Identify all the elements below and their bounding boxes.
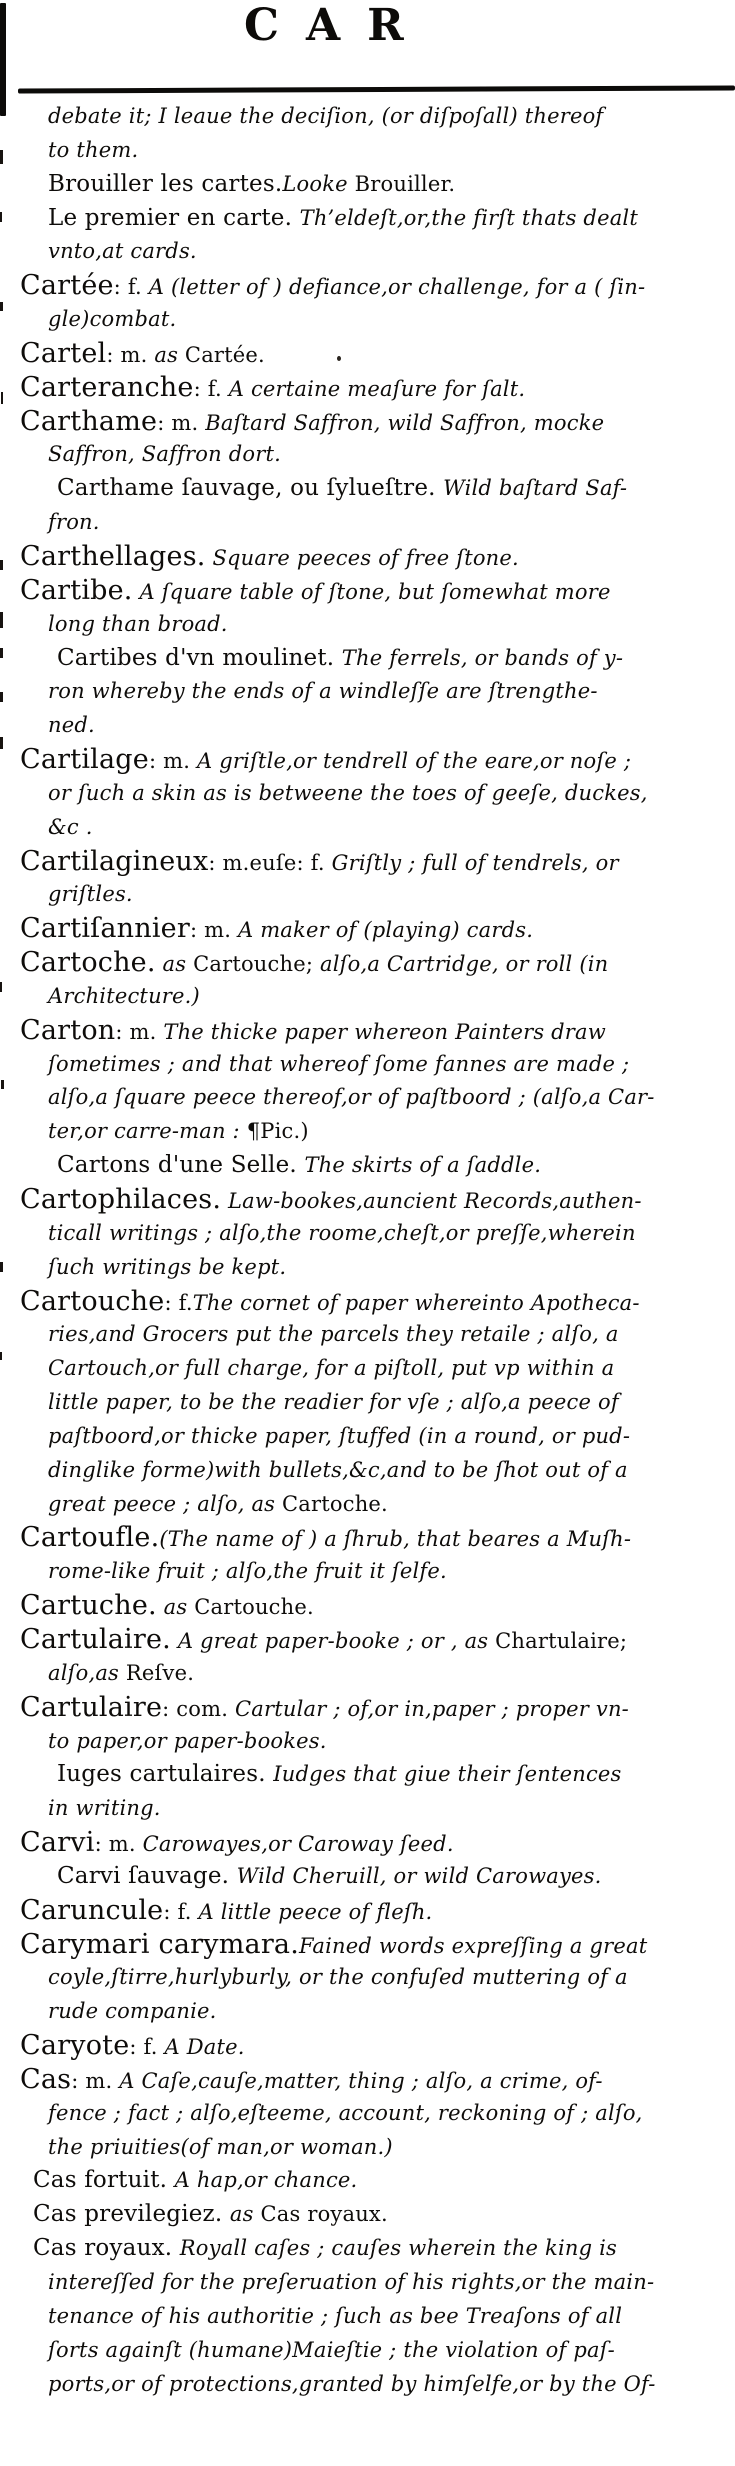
text-line (20, 912, 735, 946)
definition-text: Square peeces of free ſtone. (205, 545, 519, 570)
text-line (48, 168, 735, 202)
headword: Cartoche. (20, 947, 156, 979)
definition-text: Wild Cheruill, or wild Carowayes. (236, 1863, 602, 1888)
definition-text: ries,and Grocers put the parcels they retaile ; alſo, a (48, 1322, 619, 1347)
definition-text: in writing. (48, 1796, 161, 1821)
text-line (20, 1928, 735, 1962)
text-line (48, 303, 735, 337)
roman-text: Cartée. (184, 342, 265, 367)
text-line (20, 845, 735, 879)
definition-text: rude companie. (48, 1999, 217, 2024)
text-line (48, 811, 735, 845)
sub-headword: Brouiller les cartes. (48, 170, 283, 197)
text-line (57, 1860, 735, 1894)
text-line (48, 134, 735, 168)
roman-text: : com. (162, 1696, 235, 1721)
definition-text: A (letter of ) defiance,or challenge, for a ( ſin- (148, 275, 646, 300)
definition-text: Wild baſtard Saf- (443, 476, 628, 501)
definition-text: to them. (48, 137, 139, 162)
definition-text: The thicke paper whereon Painters draw (163, 1019, 606, 1044)
text-line (48, 2131, 735, 2165)
definition-text: Baſtard Saffron, wild Saffron, mocke (205, 410, 605, 435)
text-line (48, 1081, 735, 1115)
sub-headword: Carthame ſauvage, ou ſylueſtre. (57, 475, 444, 502)
headword: Cartouche (20, 1285, 165, 1317)
text-line (20, 405, 735, 439)
definition-text: as (156, 1595, 195, 1620)
text-line (48, 1725, 735, 1759)
text-line (48, 1488, 735, 1522)
definition-text: The cornet of paper whereinto Apotheca- (192, 1290, 640, 1315)
headword: Cartoufle. (20, 1522, 160, 1554)
roman-text: Cartouche. (194, 1595, 314, 1620)
definition-text: rome-like fruit ; alſo,the fruit it ſelfe. (48, 1559, 447, 1584)
header-rule (18, 85, 735, 93)
text-line (48, 1961, 735, 1995)
roman-text: : m.euſe: f. (208, 850, 332, 875)
definition-text: The ferrels, or bands of y- (341, 645, 624, 670)
text-line (20, 2029, 735, 2063)
definition-text: alſo,a Cartridge, or roll (in (320, 952, 609, 977)
text-line (48, 777, 735, 811)
definition-text: A certaine meaſure for ſalt. (228, 376, 526, 401)
text-line (48, 2097, 735, 2131)
definition-text: great peece ; alſo, as (48, 1491, 283, 1516)
text-line (20, 337, 735, 371)
text-line (48, 1352, 735, 1386)
roman-text: Reſve. (125, 1660, 195, 1685)
sub-headword: Iuges cartulaires. (57, 1761, 274, 1788)
text-line (48, 1454, 735, 1488)
headword: Cartée (20, 270, 114, 302)
text-line (48, 1657, 735, 1691)
definition-text: ticall writings ; alſo,the roome,cheſt,or preſſe,wherein (48, 1220, 636, 1245)
text-line (20, 371, 735, 405)
definition-text: debate it; I leaue the deciſion, (or diſpoſall) thereof (48, 104, 604, 128)
definition-text: ter,or carre-man : (48, 1119, 247, 1144)
roman-text: Brouiller. (354, 171, 456, 196)
sub-headword: Cas royaux. (33, 2235, 180, 2262)
text-line (20, 1691, 735, 1725)
text-line (20, 1014, 735, 1048)
text-line (20, 946, 735, 980)
sub-headword: Cartibes d'vn moulinet. (57, 644, 342, 671)
headword: Carton (20, 1014, 116, 1046)
roman-text: : m. (115, 1019, 164, 1044)
definition-text: Th’eldeſt,or,the firſt thats dealt (299, 205, 638, 230)
text-line (48, 2266, 735, 2300)
text-line (20, 1623, 735, 1657)
text-line (48, 1386, 735, 1420)
roman-text: : m. (94, 1832, 143, 1857)
definition-text: fence ; fact ; alſo,eſteeme, account, reckoning of ; alſo, (48, 2100, 643, 2125)
text-line (33, 2232, 735, 2266)
headword: Carthame (20, 405, 158, 437)
definition-text: Architecture.) (48, 983, 200, 1008)
sub-headword: Cas fortuit. (33, 2167, 175, 2194)
text-line (20, 540, 735, 574)
roman-text: : f. (163, 1899, 199, 1924)
text-line (48, 2368, 735, 2402)
definition-text: alſo,a ſquare peece thereof,or of paſtboord ; (alſo,a Car- (48, 1085, 655, 1110)
headword: Cartel (20, 337, 107, 369)
roman-text: Cartoche. (282, 1491, 388, 1516)
text-line (48, 1995, 735, 2029)
text-line (48, 235, 735, 269)
text-line (20, 1589, 735, 1623)
text-line (48, 675, 735, 709)
sub-headword: Le premier en carte. (48, 204, 300, 231)
definition-text: (The name of ) a ſhrub, that beares a Muſh- (159, 1527, 632, 1552)
definition-text: Griſtly ; full of tendrels, or (331, 850, 619, 875)
definition-text: gle)combat. (48, 307, 177, 332)
text-line (48, 438, 735, 472)
roman-text: : f. (193, 376, 229, 401)
text-line (33, 2164, 735, 2198)
definition-text: Saffron, Saffron dort. (48, 442, 281, 467)
definition-text: dinglike forme)with bullets,&c,and to be ſhot out of a (48, 1457, 628, 1482)
definition-text: A maker of (playing) cards. (237, 918, 534, 943)
text-line (48, 1555, 735, 1589)
headword: Carvi (20, 1827, 95, 1859)
definition-text: Carowayes,or Caroway ſeed. (142, 1832, 454, 1857)
definition-text: paſtboord,or thicke paper, ſtuffed (in a round, or pud- (48, 1423, 631, 1448)
roman-text: Chartulaire; (495, 1628, 628, 1653)
page-header-letters: CAR (244, 0, 431, 51)
roman-text: Cartouche; (193, 952, 320, 977)
text-column (0, 100, 735, 2401)
text-line (48, 1048, 735, 1082)
text-line (33, 2198, 735, 2232)
headword: Cartulaire (20, 1691, 163, 1723)
definition-text: vnto,at cards. (48, 239, 197, 264)
roman-text: ¶Pic.) (246, 1119, 309, 1144)
headword: Carymari carymara. (20, 1928, 300, 1960)
sub-headword: Carvi ſauvage. (57, 1862, 237, 1889)
definition-text: A great paper-booke ; or , as (170, 1628, 496, 1653)
definition-text: Cartular ; of,or in,paper ; proper vn- (234, 1696, 629, 1721)
headword: Cartilage (20, 744, 149, 776)
roman-text: : f. (164, 1290, 193, 1315)
text-line (20, 574, 735, 608)
definition-text: A little peece of fleſh. (198, 1899, 433, 1924)
text-line (57, 1758, 735, 1792)
roman-text: : m. (71, 2068, 120, 2093)
headword: Cartilagineux (20, 845, 209, 877)
definition-text: A Date. (164, 2035, 245, 2060)
text-line (20, 1285, 735, 1319)
text-line (48, 2300, 735, 2334)
text-line (57, 642, 735, 676)
text-line (20, 1521, 735, 1555)
text-line (57, 472, 735, 506)
definition-text: The skirts of a ſaddle. (304, 1153, 542, 1178)
roman-text: : f. (113, 275, 149, 300)
roman-text: : f. (129, 2035, 165, 2060)
definition-text: ſuch writings be kept. (48, 1254, 287, 1279)
definition-text: Law-bookes,auncient Records,authen- (221, 1189, 642, 1213)
roman-text: Cas royaux. (260, 2202, 388, 2227)
definition-text: fron. (48, 510, 100, 535)
text-line (20, 1183, 735, 1217)
definition-text: Iudges that giue their ſentences (273, 1762, 622, 1787)
definition-text: A ſquare table of ſtone, but ſomewhat more (132, 579, 611, 604)
definition-text: tenance of his authoritie ; ſuch as bee Treaſons of all (48, 2303, 623, 2328)
sub-headword: Cartons d'une Selle. (57, 1152, 305, 1179)
text-line (20, 743, 735, 777)
headword: Cartuche. (20, 1590, 157, 1622)
definition-text: long than broad. (48, 611, 228, 636)
definition-text: griſtles. (48, 882, 133, 907)
text-line (48, 1217, 735, 1251)
definition-text: Looke (282, 171, 355, 196)
definition-text: intereſſed for the preſeruation of his rights,or the main- (48, 2270, 655, 2294)
headword: Carteranche (20, 371, 194, 403)
definition-text: A Caſe,cauſe,matter, thing ; alſo, a crime, of- (119, 2068, 603, 2093)
headword: Caruncule (20, 1894, 164, 1926)
text-line (48, 1420, 735, 1454)
definition-text: ſorts againſt (humane)Maieſtie ; the violation of paſ- (48, 2337, 615, 2362)
text-line (48, 100, 735, 134)
headword: Caryote (20, 2030, 130, 2062)
roman-text: : m. (189, 918, 238, 943)
text-line (20, 1826, 735, 1860)
roman-text: : m. (148, 749, 197, 774)
definition-text: as (229, 2202, 261, 2227)
definition-text: little paper, to be the readier for vſe ; alſo,a peece of (48, 1390, 619, 1415)
headword: Cartibe. (20, 574, 133, 606)
text-line (48, 709, 735, 743)
definition-text: A hap,or chance. (174, 2168, 358, 2193)
text-line (48, 878, 735, 912)
definition-text: Royall caſes ; cauſes wherein the king is (179, 2236, 618, 2261)
definition-text: ſometimes ; and that whereof ſome fannes are made ; (48, 1051, 630, 1076)
definition-text: or ſuch a skin as is betweene the toes of geeſe, duckes, (48, 780, 648, 805)
text-line (48, 1318, 735, 1352)
text-line (48, 2334, 735, 2368)
text-line (20, 2063, 735, 2097)
headword: Cartulaire. (20, 1623, 171, 1655)
roman-text: : m. (157, 410, 206, 435)
text-line (48, 608, 735, 642)
text-line (48, 1792, 735, 1826)
definition-text: Cartouch,or full charge, for a piſtoll, put vp within a (48, 1356, 615, 1381)
headword: Cartophilaces. (20, 1184, 222, 1215)
definition-text: the priuities(of man,or woman.) (48, 2134, 393, 2159)
definition-text: ron whereby the ends of a windleſſe are ſtrengthe- (48, 679, 598, 704)
definition-text: alſo,as (48, 1660, 126, 1685)
definition-text: Fained words expreſſing a great (299, 1933, 648, 1958)
definition-text: to paper,or paper-bookes. (48, 1728, 327, 1753)
text-line (20, 269, 735, 303)
text-line (20, 1894, 735, 1928)
definition-text: coyle,ſtirre,hurlyburly, or the confuſed muttering of a (48, 1965, 628, 1990)
headword: Carthellages. (20, 540, 206, 572)
definition-text: as (155, 952, 194, 977)
definition-text: ports,or of protections,granted by himſelfe,or by the Of- (48, 2371, 656, 2396)
definition-text: A griſtle,or tendrell of the eare,or noſe ; (196, 749, 632, 774)
text-line (48, 980, 735, 1014)
definition-text: &c . (48, 814, 93, 839)
definition-text: as (154, 342, 185, 367)
text-line (48, 202, 735, 236)
roman-text: : m. (106, 342, 155, 367)
sub-headword: Cas previlegiez. (33, 2201, 230, 2228)
text-line (48, 1251, 735, 1285)
text-line (48, 1115, 735, 1149)
headword: Cas (20, 2063, 72, 2095)
text-line (57, 1149, 735, 1183)
definition-text: ned. (48, 713, 95, 738)
text-line (48, 506, 735, 540)
headword: Cartiſannier (20, 913, 190, 945)
